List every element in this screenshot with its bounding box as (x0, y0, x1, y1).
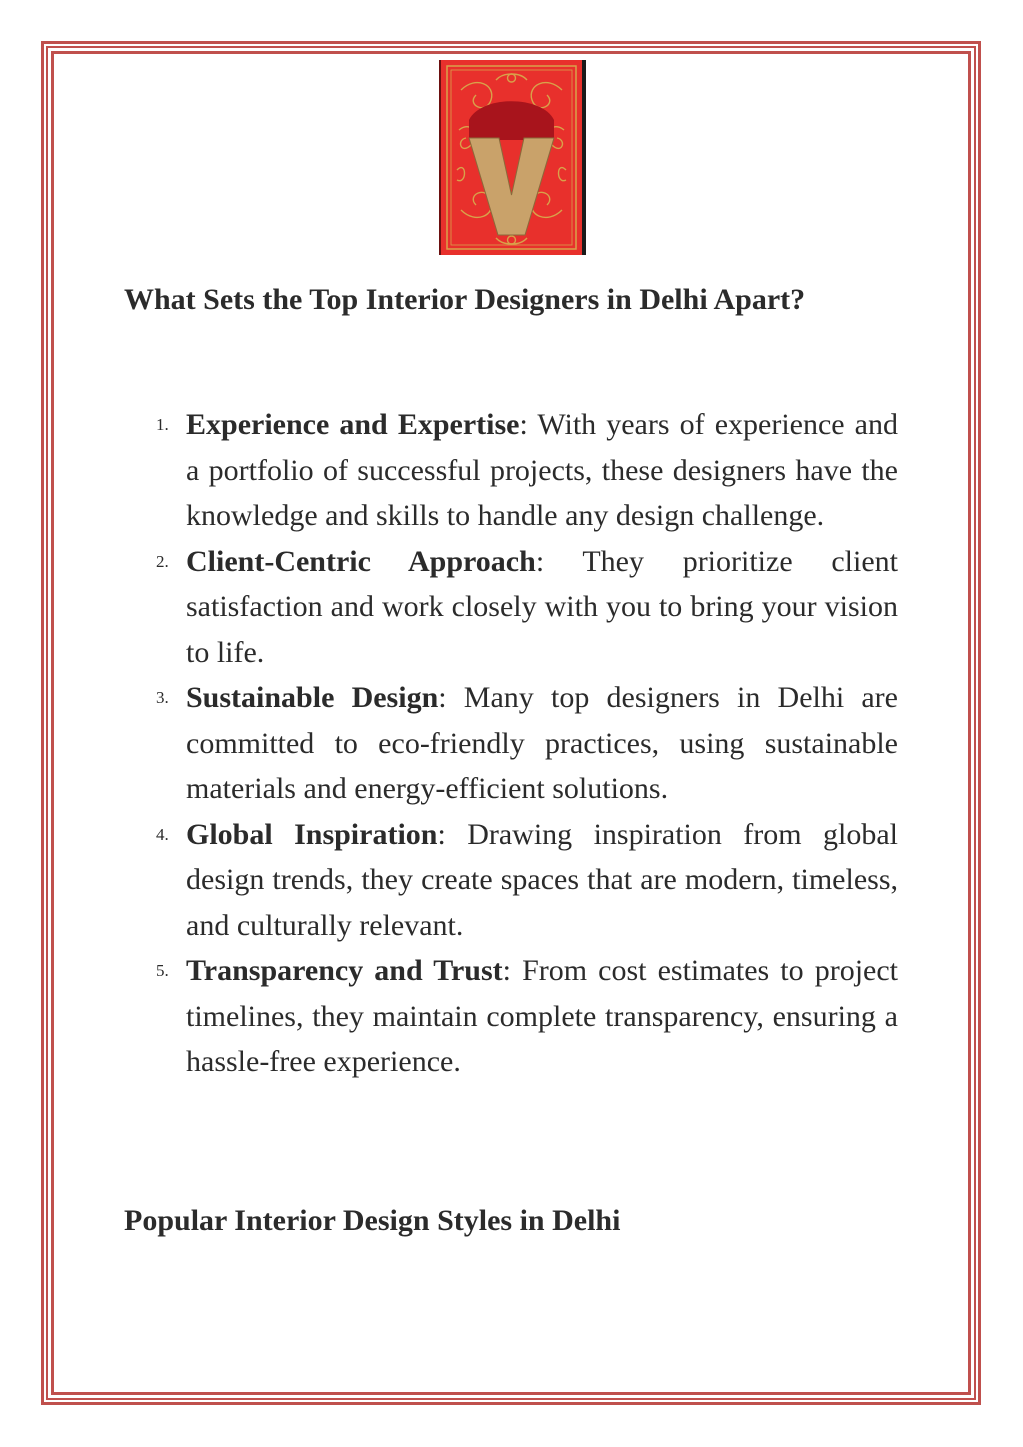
list-item-text: They prioritize client satisfaction and work closely with you to bring your vision to life. (186, 544, 898, 669)
list-item-separator: : (438, 681, 447, 714)
list-item-separator: : (519, 408, 528, 441)
list-item-term: Transparency and Trust (186, 954, 503, 987)
list-item-text: With years of experience and a portfolio of successful projects, these designers have the knowledge and skills to handle any design challenge. (186, 408, 898, 532)
list-item-separator: : (502, 954, 512, 987)
list-item (124, 675, 898, 812)
list-item (124, 812, 898, 949)
list-item-number: 5. (156, 961, 169, 980)
list-item-term: Global Inspiration (186, 817, 438, 851)
list-item (124, 402, 898, 539)
list-item-term: Sustainable Design (186, 681, 439, 714)
logo-graphic (441, 60, 582, 255)
section-heading-what-sets-apart: What Sets the Top Interior Designers in Delhi Apart? (124, 283, 806, 316)
feature-list (124, 402, 898, 1085)
list-item-number: 1. (156, 415, 169, 434)
list-item-term: Experience and Expertise (186, 408, 520, 441)
list-item-number: 4. (156, 824, 169, 844)
list-item-text: From cost estimates to project timelines, they maintain complete transparency, ensuring a hassle-free experience. (186, 954, 898, 1078)
list-item-text: Many top designers in Delhi are committed to eco-friendly practices, using sustainable materials and energy-efficient solutions. (186, 681, 898, 805)
list-item-number: 3. (156, 688, 169, 707)
list-item-text: Drawing inspiration from global design trends, they create spaces that are modern, timeless, and culturally relevant. (186, 817, 898, 942)
list-item (124, 948, 898, 1085)
list-item (124, 539, 898, 676)
list-item-number: 2. (156, 551, 169, 571)
list-item-term: Client-Centric Approach (186, 544, 536, 578)
list-item-separator: : (535, 544, 545, 578)
section-heading-popular-styles: Popular Interior Design Styles in Delhi (124, 1204, 621, 1237)
list-item-separator: : (437, 817, 446, 851)
brand-logo (439, 60, 586, 255)
